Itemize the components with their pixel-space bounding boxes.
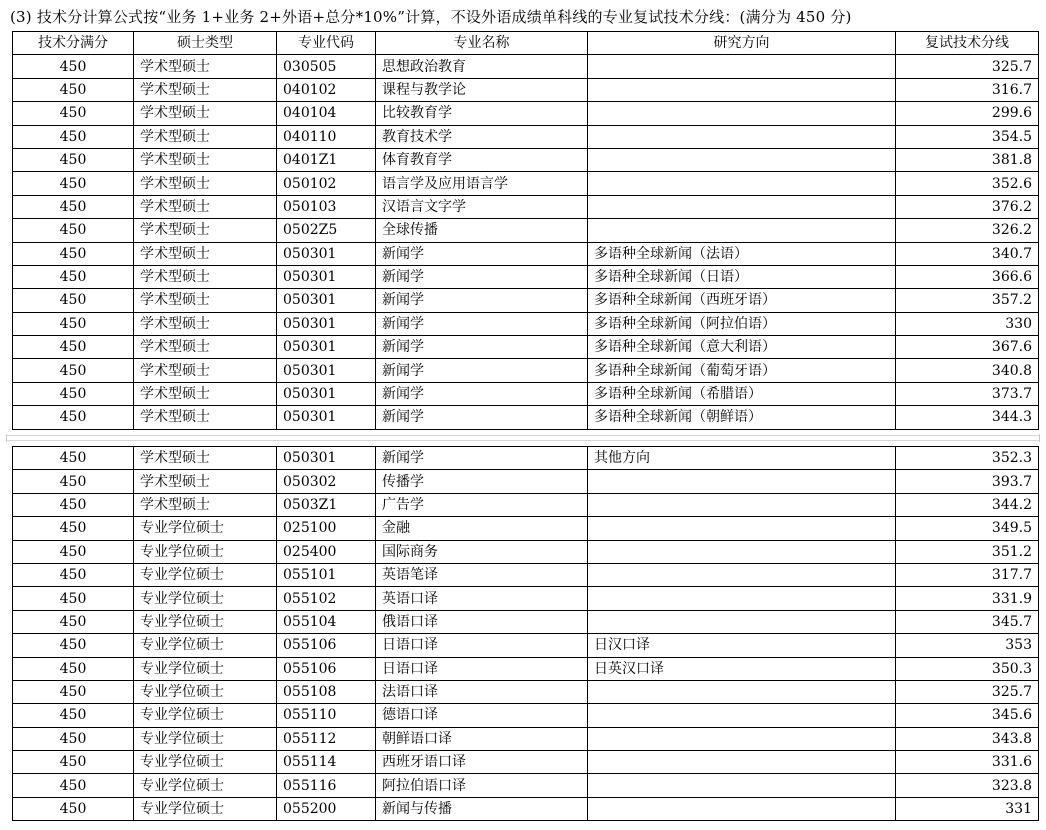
- header-cell: 技术分满分: [13, 32, 134, 55]
- cell-major-name: 新闻学: [376, 406, 588, 429]
- table-row: [13, 447, 1039, 470]
- cell-major-code: 050102: [277, 172, 376, 195]
- cell-major-code: 050301: [277, 242, 376, 265]
- cell-score: 450: [13, 634, 134, 657]
- cell-degree-type: 学术型硕士: [134, 406, 277, 429]
- cell-major-name: 新闻学: [376, 242, 588, 265]
- cell-degree-type: 学术型硕士: [134, 382, 277, 405]
- cell-major-name: 比较教育学: [376, 102, 588, 125]
- cell-major-name: 教育技术学: [376, 125, 588, 148]
- cell-major-code: 050301: [277, 336, 376, 359]
- cell-degree-type: 专业学位硕士: [134, 751, 277, 774]
- cell-major-code: 050301: [277, 312, 376, 335]
- cell-research-direction: [588, 751, 896, 774]
- table-row: [13, 797, 1039, 820]
- cell-cutoff-score: 376.2: [896, 195, 1039, 218]
- cell-major-name: 课程与教学论: [376, 78, 588, 101]
- cell-major-name: 新闻与传播: [376, 797, 588, 820]
- cell-major-code: 050301: [277, 265, 376, 288]
- table-row: [13, 78, 1039, 101]
- cell-degree-type: 专业学位硕士: [134, 517, 277, 540]
- cell-degree-type: 专业学位硕士: [134, 680, 277, 703]
- cell-major-code: 055200: [277, 797, 376, 820]
- cell-score: 450: [13, 382, 134, 405]
- cell-major-name: 俄语口译: [376, 610, 588, 633]
- cell-research-direction: [588, 704, 896, 727]
- cell-degree-type: 学术型硕士: [134, 125, 277, 148]
- cell-major-code: 040110: [277, 125, 376, 148]
- cell-cutoff-score: 351.2: [896, 540, 1039, 563]
- cell-major-name: 国际商务: [376, 540, 588, 563]
- table-row: [13, 148, 1039, 171]
- cell-degree-type: 专业学位硕士: [134, 657, 277, 680]
- cell-major-name: 法语口译: [376, 680, 588, 703]
- cell-major-code: 050301: [277, 359, 376, 382]
- table-row: [13, 289, 1039, 312]
- cell-score: 450: [13, 587, 134, 610]
- cell-degree-type: 专业学位硕士: [134, 540, 277, 563]
- cell-research-direction: [588, 470, 896, 493]
- cell-score: 450: [13, 493, 134, 516]
- cell-research-direction: [588, 540, 896, 563]
- cell-degree-type: 学术型硕士: [134, 148, 277, 171]
- cell-major-name: 日语口译: [376, 634, 588, 657]
- cell-cutoff-score: 354.5: [896, 125, 1039, 148]
- cell-major-code: 055101: [277, 563, 376, 586]
- cell-research-direction: [588, 195, 896, 218]
- cell-score: 450: [13, 242, 134, 265]
- cell-research-direction: [588, 774, 896, 797]
- cell-score: 450: [13, 102, 134, 125]
- table-body-bottom: [13, 447, 1039, 821]
- cell-score: 450: [13, 540, 134, 563]
- cell-research-direction: [588, 563, 896, 586]
- table-row: [13, 172, 1039, 195]
- divider-line: [6, 440, 1040, 441]
- cell-research-direction: [588, 148, 896, 171]
- cell-major-code: 055104: [277, 610, 376, 633]
- cell-cutoff-score: 340.7: [896, 242, 1039, 265]
- header-cell: 复试技术分线: [896, 32, 1039, 55]
- cell-degree-type: 学术型硕士: [134, 336, 277, 359]
- table-row: [13, 517, 1039, 540]
- cell-research-direction: [588, 727, 896, 750]
- cell-score: 450: [13, 219, 134, 242]
- cell-research-direction: [588, 797, 896, 820]
- cell-degree-type: 专业学位硕士: [134, 797, 277, 820]
- cell-cutoff-score: 331: [896, 797, 1039, 820]
- cell-research-direction: 日汉口译: [588, 634, 896, 657]
- cell-research-direction: [588, 493, 896, 516]
- cell-major-name: 汉语言文字学: [376, 195, 588, 218]
- cell-major-name: 体育教育学: [376, 148, 588, 171]
- cell-score: 450: [13, 359, 134, 382]
- table-row: [13, 727, 1039, 750]
- table-row: [13, 55, 1039, 78]
- cell-degree-type: 学术型硕士: [134, 289, 277, 312]
- cell-major-name: 传播学: [376, 470, 588, 493]
- table-row: [13, 657, 1039, 680]
- cell-major-name: 新闻学: [376, 265, 588, 288]
- cell-cutoff-score: 357.2: [896, 289, 1039, 312]
- cell-score: 450: [13, 704, 134, 727]
- table-row: [13, 774, 1039, 797]
- cell-cutoff-score: 331.6: [896, 751, 1039, 774]
- table-row: [13, 336, 1039, 359]
- score-table-top: [12, 31, 1039, 430]
- cell-degree-type: 学术型硕士: [134, 447, 277, 470]
- cell-cutoff-score: 317.7: [896, 563, 1039, 586]
- cell-major-code: 050103: [277, 195, 376, 218]
- cell-major-code: 050301: [277, 289, 376, 312]
- cell-major-code: 040104: [277, 102, 376, 125]
- table-row: [13, 704, 1039, 727]
- cell-major-name: 德语口译: [376, 704, 588, 727]
- cell-major-code: 0502Z5: [277, 219, 376, 242]
- cell-score: 450: [13, 680, 134, 703]
- cell-major-code: 055112: [277, 727, 376, 750]
- cell-score: 450: [13, 312, 134, 335]
- cell-major-name: 新闻学: [376, 447, 588, 470]
- cell-degree-type: 专业学位硕士: [134, 774, 277, 797]
- cell-cutoff-score: 349.5: [896, 517, 1039, 540]
- cell-research-direction: [588, 55, 896, 78]
- cell-score: 450: [13, 657, 134, 680]
- cell-major-name: 朝鲜语口译: [376, 727, 588, 750]
- table-row: [13, 219, 1039, 242]
- cell-cutoff-score: 367.6: [896, 336, 1039, 359]
- cell-degree-type: 专业学位硕士: [134, 587, 277, 610]
- cell-cutoff-score: 340.8: [896, 359, 1039, 382]
- cell-degree-type: 学术型硕士: [134, 55, 277, 78]
- cell-cutoff-score: 325.7: [896, 680, 1039, 703]
- cell-degree-type: 学术型硕士: [134, 493, 277, 516]
- table-row: [13, 751, 1039, 774]
- cell-degree-type: 学术型硕士: [134, 312, 277, 335]
- cell-major-code: 025400: [277, 540, 376, 563]
- cell-score: 450: [13, 55, 134, 78]
- header-cell: 专业代码: [277, 32, 376, 55]
- cell-score: 450: [13, 774, 134, 797]
- cell-cutoff-score: 381.8: [896, 148, 1039, 171]
- cell-score: 450: [13, 336, 134, 359]
- cell-major-code: 055108: [277, 680, 376, 703]
- cell-cutoff-score: 316.7: [896, 78, 1039, 101]
- cell-degree-type: 学术型硕士: [134, 102, 277, 125]
- cell-major-code: 025100: [277, 517, 376, 540]
- cell-score: 450: [13, 470, 134, 493]
- cell-score: 450: [13, 289, 134, 312]
- table-row: [13, 359, 1039, 382]
- cell-major-name: 新闻学: [376, 336, 588, 359]
- cell-score: 450: [13, 78, 134, 101]
- cell-research-direction: 多语种全球新闻（朝鲜语）: [588, 406, 896, 429]
- cell-cutoff-score: 344.3: [896, 406, 1039, 429]
- table-row: [13, 382, 1039, 405]
- cell-cutoff-score: 353: [896, 634, 1039, 657]
- cell-major-code: 050302: [277, 470, 376, 493]
- cell-score: 450: [13, 172, 134, 195]
- cell-cutoff-score: 373.7: [896, 382, 1039, 405]
- cell-cutoff-score: 350.3: [896, 657, 1039, 680]
- cell-major-code: 055114: [277, 751, 376, 774]
- caption-text: (3) 技术分计算公式按“业务 1+业务 2+外语+总分*10%”计算，不设外语成绩单科线的专业复试技术分线：(满分为 450 分): [10, 8, 852, 26]
- cell-major-code: 0503Z1: [277, 493, 376, 516]
- table-row: [13, 312, 1039, 335]
- cell-score: 450: [13, 563, 134, 586]
- cell-major-name: 英语笔译: [376, 563, 588, 586]
- cell-major-name: 思想政治教育: [376, 55, 588, 78]
- table-row: [13, 493, 1039, 516]
- cell-score: 450: [13, 148, 134, 171]
- cell-major-code: 055110: [277, 704, 376, 727]
- cell-cutoff-score: 323.8: [896, 774, 1039, 797]
- divider-tick: [6, 434, 7, 442]
- cell-research-direction: 日英汉口译: [588, 657, 896, 680]
- cell-major-code: 055106: [277, 657, 376, 680]
- cell-research-direction: [588, 680, 896, 703]
- table-row: [13, 195, 1039, 218]
- cell-major-code: 040102: [277, 78, 376, 101]
- cell-major-name: 新闻学: [376, 312, 588, 335]
- cell-research-direction: 多语种全球新闻（意大利语）: [588, 336, 896, 359]
- cell-major-code: 055116: [277, 774, 376, 797]
- cell-score: 450: [13, 727, 134, 750]
- cell-research-direction: [588, 610, 896, 633]
- cell-degree-type: 学术型硕士: [134, 265, 277, 288]
- cell-major-code: 050301: [277, 382, 376, 405]
- cell-research-direction: 多语种全球新闻（日语）: [588, 265, 896, 288]
- cell-research-direction: 多语种全球新闻（阿拉伯语）: [588, 312, 896, 335]
- cell-major-name: 阿拉伯语口译: [376, 774, 588, 797]
- cell-cutoff-score: 393.7: [896, 470, 1039, 493]
- cell-degree-type: 专业学位硕士: [134, 634, 277, 657]
- table-row: [13, 125, 1039, 148]
- page-break-divider: [0, 432, 1046, 444]
- cell-degree-type: 专业学位硕士: [134, 704, 277, 727]
- header-cell: 专业名称: [376, 32, 588, 55]
- cell-score: 450: [13, 517, 134, 540]
- cell-score: 450: [13, 751, 134, 774]
- table-row: [13, 634, 1039, 657]
- table-row: [13, 680, 1039, 703]
- table-header-row: [13, 32, 1039, 55]
- cell-degree-type: 专业学位硕士: [134, 610, 277, 633]
- cell-degree-type: 学术型硕士: [134, 195, 277, 218]
- cell-research-direction: [588, 587, 896, 610]
- table-row: [13, 540, 1039, 563]
- cell-cutoff-score: 345.7: [896, 610, 1039, 633]
- cell-score: 450: [13, 125, 134, 148]
- divider-tick: [1039, 434, 1040, 442]
- cell-degree-type: 学术型硕士: [134, 359, 277, 382]
- cell-cutoff-score: 352.6: [896, 172, 1039, 195]
- cell-cutoff-score: 344.2: [896, 493, 1039, 516]
- cell-research-direction: [588, 219, 896, 242]
- table-row: [13, 102, 1039, 125]
- cell-degree-type: 学术型硕士: [134, 172, 277, 195]
- cell-major-code: 055102: [277, 587, 376, 610]
- table-row: [13, 610, 1039, 633]
- cell-degree-type: 学术型硕士: [134, 78, 277, 101]
- cell-major-name: 语言学及应用语言学: [376, 172, 588, 195]
- table-row: [13, 587, 1039, 610]
- cell-major-name: 新闻学: [376, 289, 588, 312]
- cell-research-direction: [588, 517, 896, 540]
- cell-research-direction: [588, 78, 896, 101]
- cell-score: 450: [13, 406, 134, 429]
- cell-degree-type: 学术型硕士: [134, 219, 277, 242]
- score-table-bottom: [12, 446, 1039, 821]
- cell-major-name: 广告学: [376, 493, 588, 516]
- cell-score: 450: [13, 447, 134, 470]
- cell-research-direction: 多语种全球新闻（西班牙语）: [588, 289, 896, 312]
- cell-cutoff-score: 325.7: [896, 55, 1039, 78]
- cell-cutoff-score: 299.6: [896, 102, 1039, 125]
- header-cell: 硕士类型: [134, 32, 277, 55]
- cell-major-name: 西班牙语口译: [376, 751, 588, 774]
- cell-cutoff-score: 366.6: [896, 265, 1039, 288]
- cell-major-name: 全球传播: [376, 219, 588, 242]
- table-row: [13, 563, 1039, 586]
- cell-cutoff-score: 326.2: [896, 219, 1039, 242]
- cell-major-name: 日语口译: [376, 657, 588, 680]
- cell-score: 450: [13, 797, 134, 820]
- cell-major-code: 055106: [277, 634, 376, 657]
- cell-research-direction: [588, 102, 896, 125]
- table-row: [13, 470, 1039, 493]
- table-row: [13, 265, 1039, 288]
- cell-degree-type: 专业学位硕士: [134, 727, 277, 750]
- cell-degree-type: 专业学位硕士: [134, 563, 277, 586]
- cell-major-code: 050301: [277, 447, 376, 470]
- table-body-top: [13, 55, 1039, 429]
- table-row: [13, 242, 1039, 265]
- cell-major-name: 金融: [376, 517, 588, 540]
- divider-line: [6, 435, 1040, 436]
- cell-major-code: 030505: [277, 55, 376, 78]
- cell-major-name: 英语口译: [376, 587, 588, 610]
- cell-research-direction: 多语种全球新闻（法语）: [588, 242, 896, 265]
- cell-score: 450: [13, 265, 134, 288]
- cell-cutoff-score: 331.9: [896, 587, 1039, 610]
- cell-major-name: 新闻学: [376, 382, 588, 405]
- cell-cutoff-score: 345.6: [896, 704, 1039, 727]
- cell-major-name: 新闻学: [376, 359, 588, 382]
- cell-degree-type: 学术型硕士: [134, 242, 277, 265]
- table-row: [13, 406, 1039, 429]
- cell-score: 450: [13, 195, 134, 218]
- cell-research-direction: 多语种全球新闻（希腊语）: [588, 382, 896, 405]
- header-cell: 研究方向: [588, 32, 896, 55]
- cell-research-direction: [588, 172, 896, 195]
- cell-score: 450: [13, 610, 134, 633]
- cell-research-direction: 多语种全球新闻（葡萄牙语）: [588, 359, 896, 382]
- cell-major-code: 0401Z1: [277, 148, 376, 171]
- cell-research-direction: [588, 125, 896, 148]
- cell-cutoff-score: 330: [896, 312, 1039, 335]
- cell-major-code: 050301: [277, 406, 376, 429]
- cell-cutoff-score: 343.8: [896, 727, 1039, 750]
- cell-degree-type: 学术型硕士: [134, 470, 277, 493]
- cell-cutoff-score: 352.3: [896, 447, 1039, 470]
- cell-research-direction: 其他方向: [588, 447, 896, 470]
